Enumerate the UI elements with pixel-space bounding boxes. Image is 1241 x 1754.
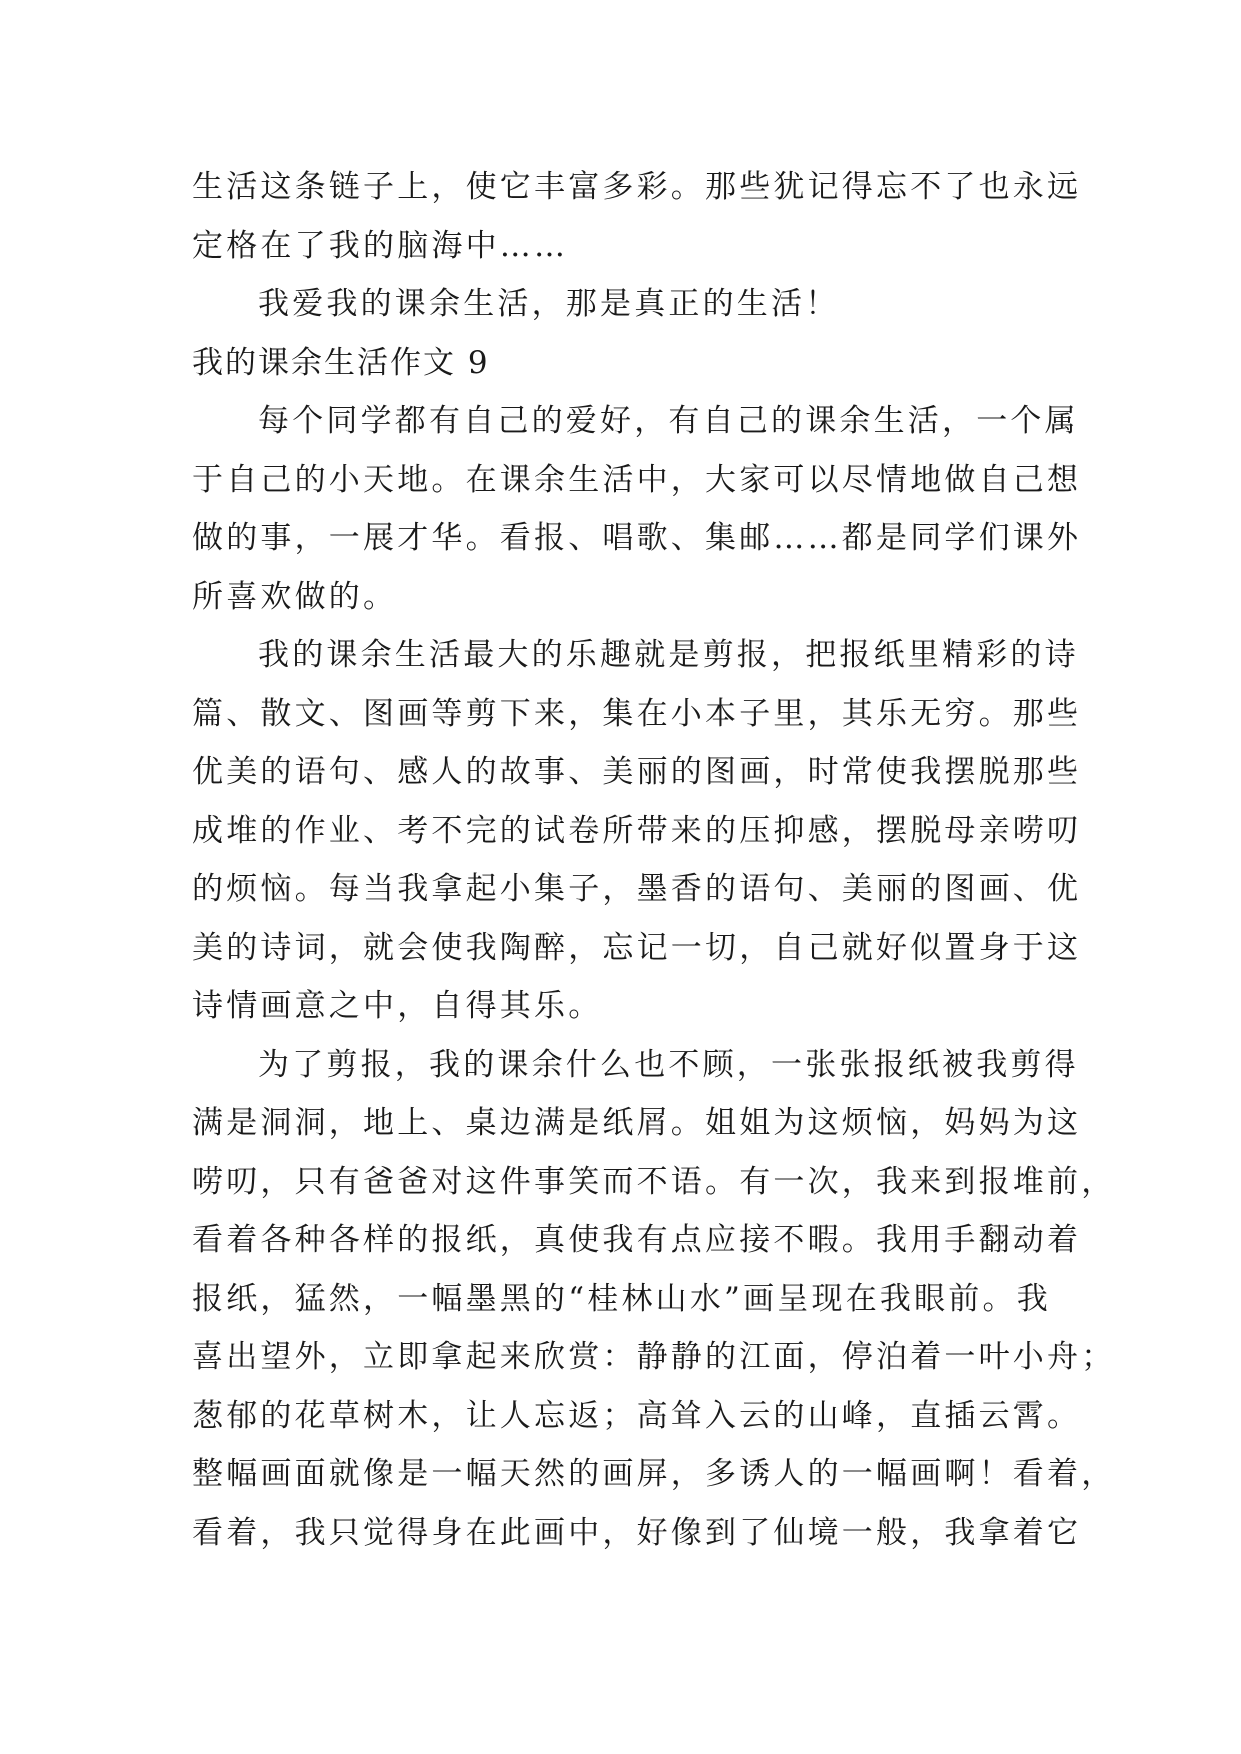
text-line: 唠叨，只有爸爸对这件事笑而不语。有一次，我来到报堆前， xyxy=(192,1163,1116,1200)
text-line: 诗情画意之中，自得其乐。 xyxy=(192,988,603,1024)
text-line: 我爱我的课余生活，那是真正的生活！ xyxy=(258,286,840,322)
text-line: 优美的语句、感人的故事、美丽的图画，时常使我摆脱那些 xyxy=(192,754,1082,790)
text-line: 所喜欢做的。 xyxy=(192,578,398,615)
text-line: 满是洞洞，地上、桌边满是纸屑。姐姐为这烦恼，妈妈为这 xyxy=(192,1105,1082,1141)
text-line: 整幅画面就像是一幅天然的画屏，多诱人的一幅画啊！看着， xyxy=(192,1456,1116,1492)
text-line: 喜出望外，立即拿起来欣赏：静静的江面，停泊着一叶小舟； xyxy=(192,1339,1116,1375)
text-line: 的烦恼。每当我拿起小集子，墨香的语句、美丽的图画、优 xyxy=(192,871,1082,907)
text-line: 每个同学都有自己的爱好，有自己的课余生活，一个属 xyxy=(258,403,1079,439)
text-line: 葱郁的花草树木，让人忘返；高耸入云的山峰，直插云霄。 xyxy=(192,1397,1082,1434)
text-line: 看着，我只觉得身在此画中，好像到了仙境一般，我拿着它 xyxy=(192,1514,1082,1551)
text-line: 定格在了我的脑海中…… xyxy=(192,227,569,264)
essay-title: 我的课余生活作文 9 xyxy=(192,344,490,381)
text-line: 我的课余生活最大的乐趣就是剪报，把报纸里精彩的诗 xyxy=(258,637,1079,673)
text-line: 做的事，一展才华。看报、唱歌、集邮……都是同学们课外 xyxy=(192,520,1082,556)
text-line: 成堆的作业、考不完的试卷所带来的压抑感，摆脱母亲唠叨 xyxy=(192,812,1082,849)
text-line: 报纸，猛然，一幅墨黑的“桂林山水”画呈现在我眼前。我 xyxy=(192,1280,1051,1317)
text-line: 篇、散文、图画等剪下来，集在小本子里，其乐无穷。那些 xyxy=(192,695,1082,732)
text-line: 生活这条链子上，使它丰富多彩。那些犹记得忘不了也永远 xyxy=(192,169,1082,205)
text-line: 为了剪报，我的课余什么也不顾，一张张报纸被我剪得 xyxy=(258,1046,1079,1083)
text-line: 于自己的小天地。在课余生活中，大家可以尽情地做自己想 xyxy=(192,461,1082,498)
text-line: 看着各种各样的报纸，真使我有点应接不暇。我用手翻动着 xyxy=(192,1222,1082,1258)
text-line: 美的诗词，就会使我陶醉，忘记一切，自己就好似置身于这 xyxy=(192,929,1082,966)
essay-body xyxy=(192,158,1116,1562)
